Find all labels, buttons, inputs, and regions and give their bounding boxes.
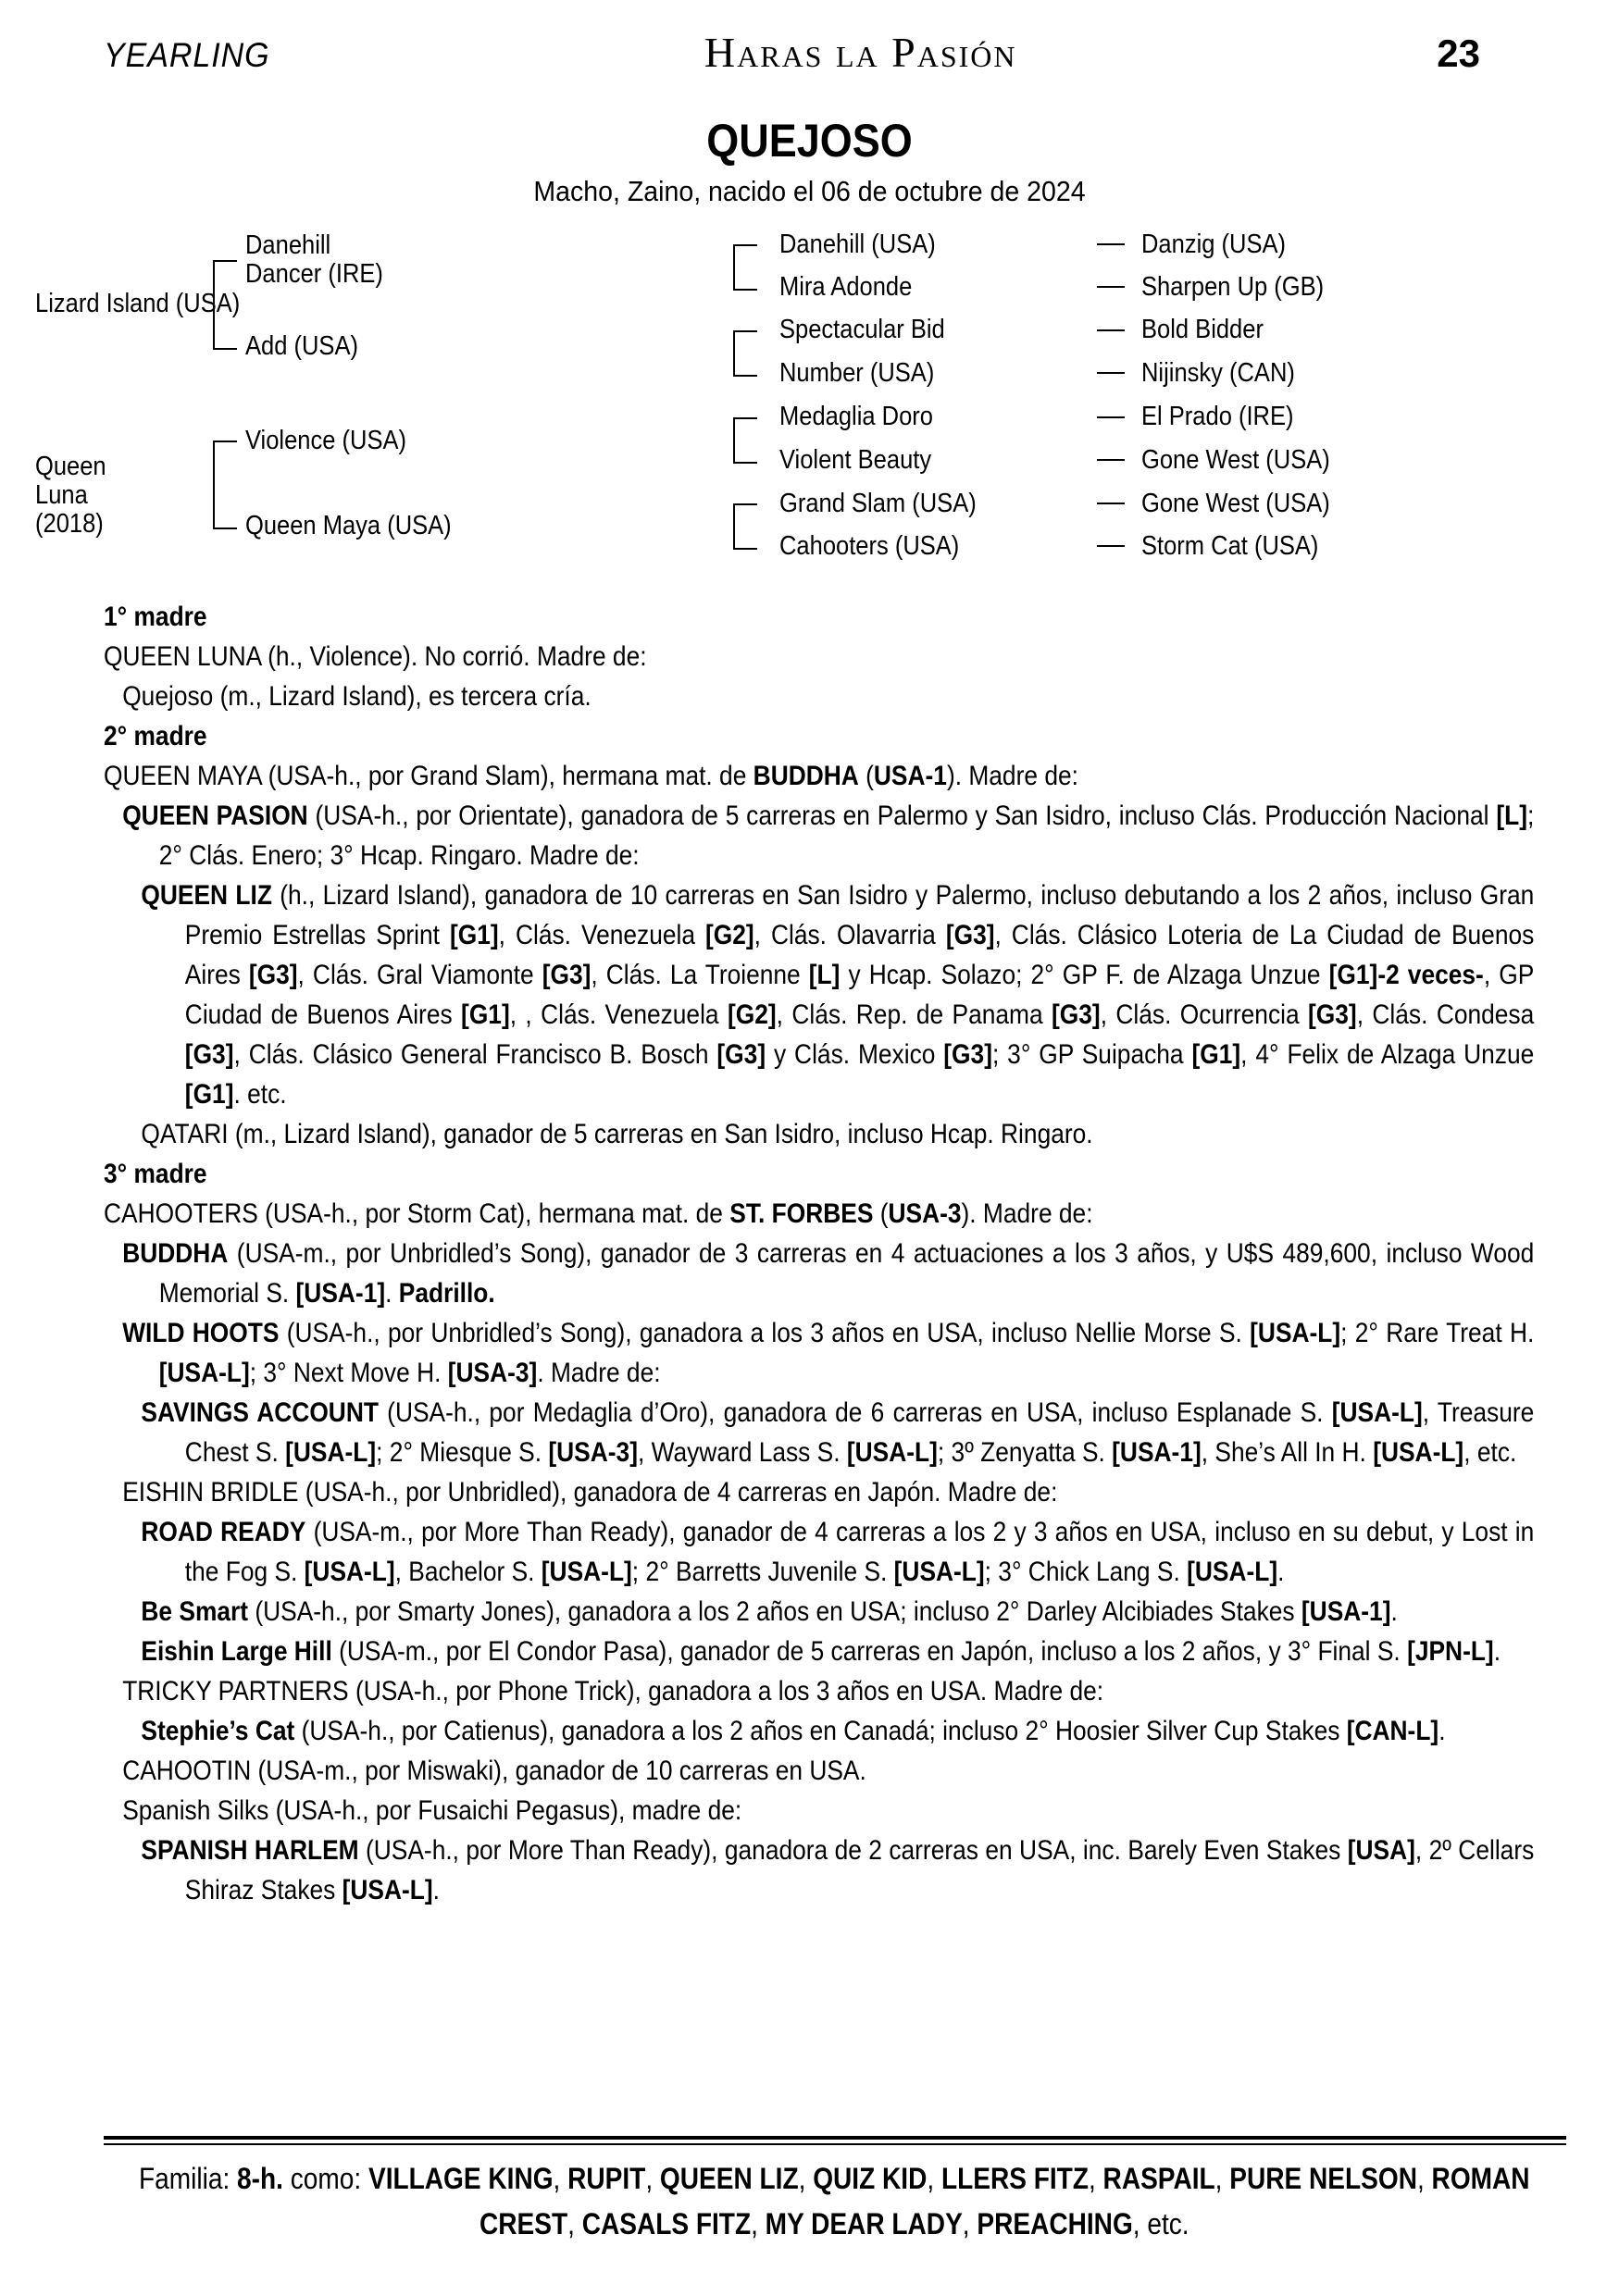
pedigree-gen4-name: Storm Cat (USA)	[1141, 531, 1319, 561]
para-spanish-harlem: SPANISH HARLEM (USA-h., por More Than Ready), ganadora de 2 carreras en USA, inc. Barely Even Stakes [USA], 2º Cellars Shiraz Stakes [USA-L].	[141, 1835, 1535, 1905]
para-road-ready: ROAD READY (USA-m., por More Than Ready), ganador de 4 carreras a los 2 y 3 años en USA, incluso en su debut, y Lost in the Fog S. [USA-L], Bachelor S. [USA-L]; 2° Barretts Juvenile S. [USA-L]; 3° Chick Lang S. [USA-L].	[141, 1517, 1535, 1587]
pedigree-gen4-name: El Prado (IRE)	[1141, 402, 1294, 431]
family-note: Familia: 8-h. como: VILLAGE KING, RUPIT, QUEEN LIZ, QUIZ KID, LLERS FITZ, RASPAIL, PURE NELSON, ROMAN CREST, CASALS FITZ, MY DEAR LADY, PREACHING, etc.	[139, 2162, 1530, 2240]
pedigree-gen2-name: Queen Maya (USA)	[245, 511, 452, 540]
pedigree-gen3-name: Spectacular Bid	[779, 315, 945, 344]
pedigree-gen3-name: Grand Slam (USA)	[779, 489, 977, 518]
page-header	[0, 0, 1619, 77]
para-qatari: QATARI (m., Lizard Island), ganador de 5 carreras en San Isidro, incluso Hcap. Ringaro.	[141, 1119, 1093, 1149]
para-spanish-silks: Spanish Silks (USA-h., por Fusaichi Pegasus), madre de:	[122, 1795, 742, 1826]
dash-line	[1097, 243, 1125, 245]
bracket-line	[733, 503, 757, 550]
para-queen-pasion: QUEEN PASION (USA-h., por Orientate), ganadora de 5 carreras en Palermo y San Isidro, incluso Clás. Producción Nacional [L]; 2° Clás. Enero; 3° Hcap. Ringaro. Madre de:	[122, 800, 1535, 871]
para-savings-account: SAVINGS ACCOUNT (USA-h., por Medaglia d’Oro), ganadora de 6 carreras en USA, incluso Esplanade S. [USA-L], Treasure Chest S. [USA-L]; 2° Miesque S. [USA-3], Wayward Lass S. [USA-L]; 3º Zenyatta S. [USA-1], She’s All In H. [USA-L], etc.	[141, 1397, 1535, 1468]
dash-line	[1097, 459, 1125, 461]
pedigree-sire: Lizard Island (USA)	[35, 289, 241, 318]
pedigree-gen2-name: Danehill Dancer (IRE)	[245, 230, 383, 289]
para-eishin-large-hill: Eishin Large Hill (USA-m., por El Condor Pasa), ganador de 5 carreras en Japón, incluso a los 2 años, y 3° Final S. [JPN-L].	[141, 1636, 1501, 1667]
para-buddha: BUDDHA (USA-m., por Unbridled’s Song), ganador de 3 carreras en 4 actuaciones a los 3 años, y U$S 489,600, incluso Wood Memorial S. [USA-1]. Padrillo.	[122, 1238, 1535, 1309]
pedigree-chart	[0, 223, 1619, 586]
pedigree-dam: Queen Luna (2018)	[35, 452, 106, 539]
dash-line	[1097, 416, 1125, 418]
category-label: YEARLING	[104, 36, 270, 74]
produce-record	[104, 597, 1534, 1910]
bracket-line	[213, 441, 237, 529]
pedigree-gen4-name: Danzig (USA)	[1141, 230, 1287, 259]
bracket-line	[733, 244, 757, 291]
bracket-line	[733, 330, 757, 377]
pedigree-gen4-name: Sharpen Up (GB)	[1141, 272, 1325, 302]
pedigree-gen2-name: Add (USA)	[245, 331, 358, 361]
dash-line	[1097, 286, 1125, 288]
para-quejoso: Quejoso (m., Lizard Island), es tercera cría.	[122, 681, 592, 712]
heading-3rd-dam: 3° madre	[104, 1159, 207, 1189]
dash-line	[1097, 545, 1125, 547]
heading-1st-dam: 1° madre	[104, 602, 207, 632]
para-cahooters: CAHOOTERS (USA-h., por Storm Cat), hermana mat. de ST. FORBES (USA-3). Madre de:	[104, 1198, 1093, 1229]
pedigree-gen4-name: Bold Bidder	[1141, 315, 1264, 344]
pedigree-gen3-name: Cahooters (USA)	[779, 531, 960, 561]
divider-rule	[104, 2136, 1566, 2145]
heading-2nd-dam: 2° madre	[104, 721, 207, 751]
dash-line	[1097, 503, 1125, 504]
para-queen-luna: QUEEN LUNA (h., Violence). No corrió. Madre de:	[104, 641, 647, 672]
page-number: 23	[1437, 31, 1480, 75]
horse-name-title: QUEJOSO	[706, 115, 913, 167]
bracket-line	[733, 417, 757, 464]
para-queen-maya: QUEEN MAYA (USA-h., por Grand Slam), hermana mat. de BUDDHA (USA-1). Madre de:	[104, 761, 1078, 791]
pedigree-gen3-name: Mira Adonde	[779, 272, 913, 302]
bracket-line	[213, 260, 237, 350]
pedigree-gen3-name: Number (USA)	[779, 358, 935, 388]
para-tricky-partners: TRICKY PARTNERS (USA-h., por Phone Trick), ganadora a los 3 años en USA. Madre de:	[122, 1676, 1104, 1706]
para-cahootin: CAHOOTIN (USA-m., por Miswaki), ganador de 10 carreras en USA.	[122, 1756, 866, 1786]
pedigree-gen2-name: Violence (USA)	[245, 426, 406, 455]
pedigree-gen4-name: Gone West (USA)	[1141, 445, 1330, 475]
para-queen-liz: QUEEN LIZ (h., Lizard Island), ganadora de 10 carreras en San Isidro y Palermo, incluso debutando a los 2 años, incluso Gran Premio Estrellas Sprint [G1], Clás. Venezuela [G2], Clás. Olavarria [G3], Clás. Clásico Loteria de La Ciudad de Buenos Aires [G3], Clás. Gral Viamonte [G3], Clás. La Troienne [L] y Hcap. Solazo; 2° GP F. de Alzaga Unzue [G1]-2 veces-, GP Ciudad de Buenos Aires [G1], , Clás. Venezuela [G2], Clás. Rep. de Panama [G3], Clás. Ocurrencia [G3], Clás. Condesa [G3], Clás. Clásico General Francisco B. Bosch [G3] y Clás. Mexico [G3]; 3° GP Suipacha [G1], 4° Felix de Alzaga Unzue [G1]. etc.	[141, 880, 1535, 1110]
pedigree-gen3-name: Violent Beauty	[779, 445, 932, 475]
pedigree-gen4-name: Gone West (USA)	[1141, 489, 1330, 518]
horse-description: Macho, Zaino, nacido el 06 de octubre de 2024	[533, 175, 1086, 207]
stud-name: Haras la Pasión	[704, 29, 1017, 76]
para-stephies-cat: Stephie’s Cat (USA-h., por Catienus), ganadora a los 2 años en Canadá; incluso 2° Hoosier Silver Cup Stakes [CAN-L].	[141, 1716, 1446, 1746]
dash-line	[1097, 372, 1125, 374]
para-wild-hoots: WILD HOOTS (USA-h., por Unbridled’s Song), ganadora a los 3 años en USA, incluso Nellie Morse S. [USA-L]; 2° Rare Treat H. [USA-L]; 3° Next Move H. [USA-3]. Madre de:	[122, 1318, 1535, 1388]
para-eishin-bridle: EISHIN BRIDLE (USA-h., por Unbridled), ganadora de 4 carreras en Japón. Madre de:	[122, 1477, 1058, 1508]
para-be-smart: Be Smart (USA-h., por Smarty Jones), ganadora a los 2 años en USA; incluso 2° Darley Alcibiades Stakes [USA-1].	[141, 1596, 1398, 1627]
pedigree-gen3-name: Danehill (USA)	[779, 230, 936, 259]
pedigree-gen4-name: Nijinsky (CAN)	[1141, 358, 1295, 388]
pedigree-gen3-name: Medaglia Doro	[779, 402, 933, 431]
dash-line	[1097, 329, 1125, 331]
